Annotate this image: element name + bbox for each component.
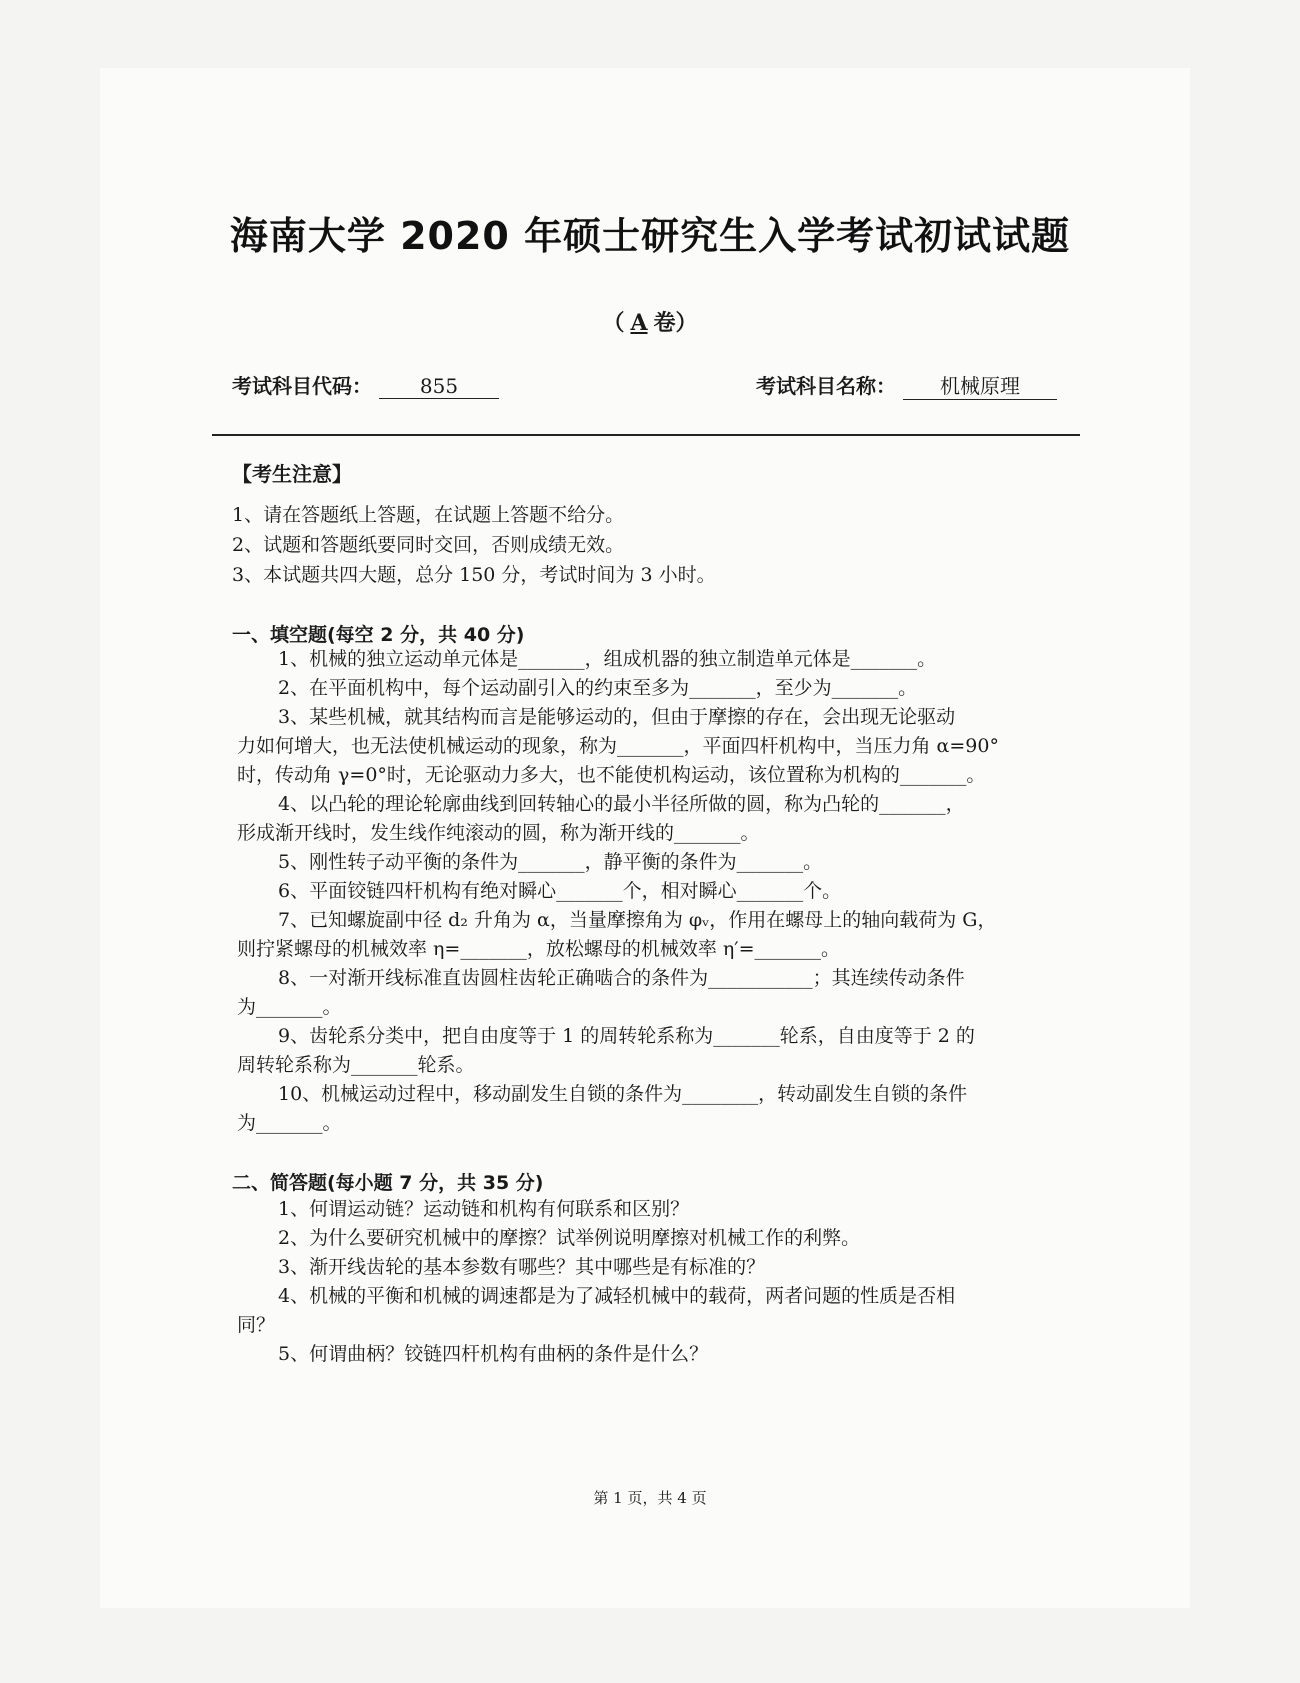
question-line: 4、以凸轮的理论轮廓曲线到回转轴心的最小半径所做的圆，称为凸轮的_______， <box>278 793 965 815</box>
question-line: 则拧紧螺母的机械效率 η=_______，放松螺母的机械效率 η′=_______。 <box>237 938 841 960</box>
question-line: 8、一对渐开线标准直齿圆柱齿轮正确啮合的条件为___________；其连续传动条件 <box>278 967 965 989</box>
question-line: 周转轮系称为_______轮系。 <box>237 1054 475 1076</box>
volume-letter: A <box>630 310 648 336</box>
notice-item: 3、本试题共四大题，总分 150 分，考试时间为 3 小时。 <box>232 564 716 586</box>
question-line: 3、某些机械，就其结构而言是能够运动的，但由于摩擦的存在，会出现无论驱动 <box>278 706 956 728</box>
subject-name-label: 考试科目名称： <box>756 374 896 398</box>
subject-code <box>232 370 499 399</box>
volume-suffix: 卷） <box>653 310 698 336</box>
question-line: 9、齿轮系分类中，把自由度等于 1 的周转轮系称为_______轮系，自由度等于 2 的 <box>278 1025 975 1047</box>
volume-open: （ <box>602 310 625 336</box>
notice-item: 2、试题和答题纸要同时交回，否则成绩无效。 <box>232 534 625 556</box>
question-line: 5、何谓曲柄？铰链四杆机构有曲柄的条件是什么？ <box>278 1343 709 1365</box>
question-line: 10、机械运动过程中，移动副发生自锁的条件为________，转动副发生自锁的条件 <box>278 1083 968 1105</box>
question-line: 6、平面铰链四杆机构有绝对瞬心_______个，相对瞬心_______个。 <box>278 880 842 902</box>
exam-title: 海南大学 2020 年硕士研究生入学考试初试试题 <box>229 214 1071 258</box>
question-line: 为_______。 <box>237 996 342 1018</box>
section1-heading: 一、填空题(每空 2 分，共 40 分) <box>232 624 525 646</box>
question-line: 5、刚性转子动平衡的条件为_______，静平衡的条件为_______。 <box>278 851 823 873</box>
question-line: 为_______。 <box>237 1112 342 1134</box>
question-line: 2、在平面机构中，每个运动副引入的约束至多为_______，至少为_______。 <box>278 677 918 699</box>
subject-code-label: 考试科目代码： <box>232 374 372 398</box>
question-line: 4、机械的平衡和机械的调速都是为了减轻机械中的载荷，两者问题的性质是否相 <box>278 1285 956 1307</box>
question-line: 3、渐开线齿轮的基本参数有哪些？其中哪些是有标准的？ <box>278 1256 766 1278</box>
question-line: 时，传动角 γ=0°时，无论驱动力多大，也不能使机构运动，该位置称为机构的_______。 <box>237 764 986 786</box>
notice-heading: 【考生注意】 <box>232 462 352 486</box>
subject-name <box>756 370 1057 400</box>
question-line: 1、何谓运动链？运动链和机构有何联系和区别？ <box>278 1198 690 1220</box>
page-number: 第 1 页，共 4 页 <box>593 1489 707 1507</box>
section2-heading: 二、简答题(每小题 7 分，共 35 分) <box>232 1172 544 1194</box>
notice-item: 1、请在答题纸上答题，在试题上答题不给分。 <box>232 504 625 526</box>
subject-name-value: 机械原理 <box>903 370 1057 400</box>
question-line: 1、机械的独立运动单元体是_______，组成机器的独立制造单元体是_______。 <box>278 648 937 670</box>
question-line: 7、已知螺旋副中径 d₂ 升角为 α，当量摩擦角为 φᵥ，作用在螺母上的轴向载荷为 G， <box>278 909 997 931</box>
question-line: 力如何增大，也无法使机械运动的现象，称为_______，平面四杆机构中，当压力角 α=90° <box>237 735 999 757</box>
question-line: 同？ <box>237 1314 276 1336</box>
subject-code-value: 855 <box>379 374 499 399</box>
header-divider <box>212 434 1080 436</box>
volume-label <box>0 306 1300 337</box>
question-line: 2、为什么要研究机械中的摩擦？试举例说明摩擦对机械工作的利弊。 <box>278 1227 861 1249</box>
question-line: 形成渐开线时，发生线作纯滚动的圆，称为渐开线的_______。 <box>237 822 760 844</box>
